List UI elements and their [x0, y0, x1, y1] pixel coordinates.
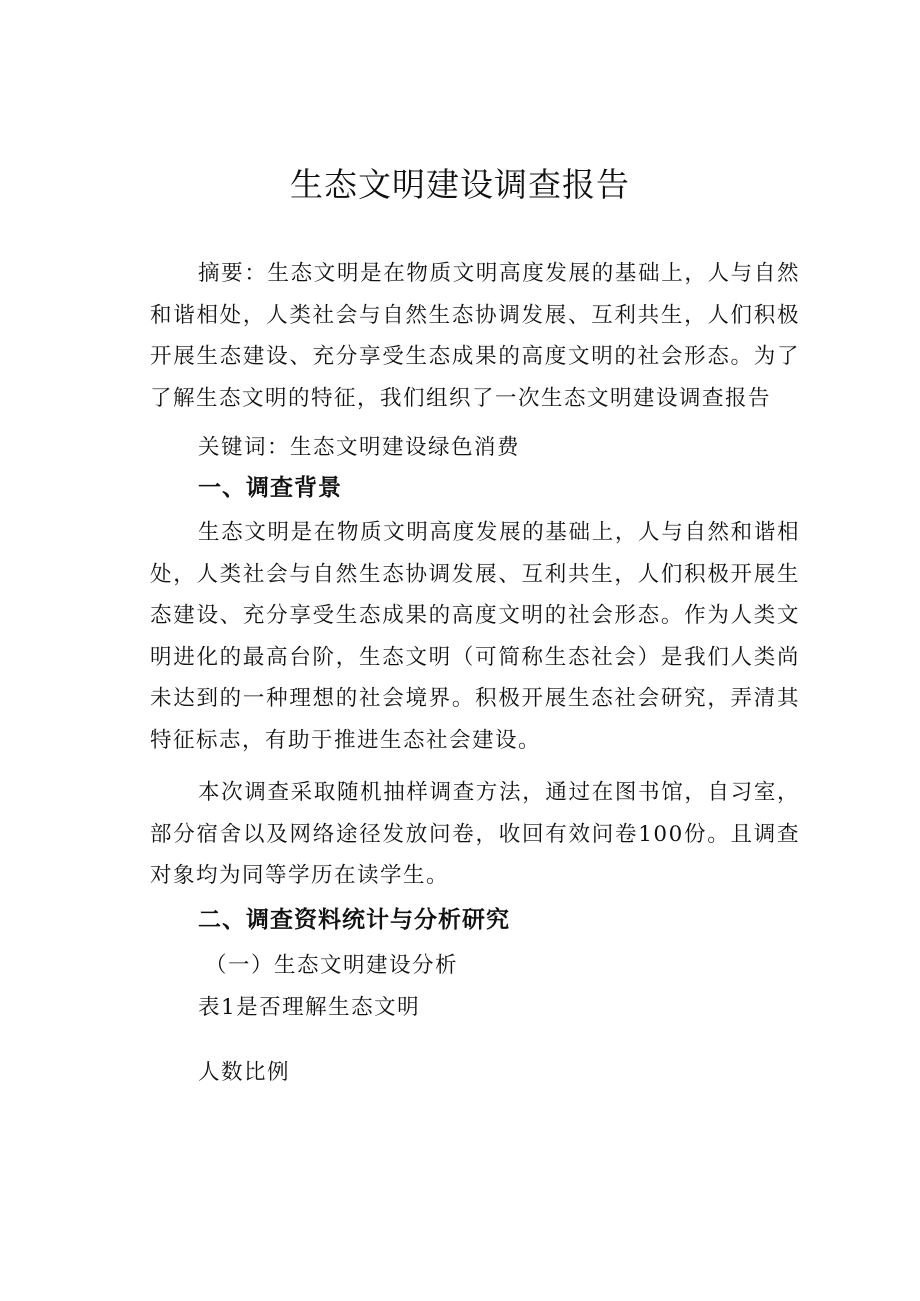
- subsection-heading: （一）生态文明建设分析: [205, 953, 459, 978]
- keywords-line: 关键词：生态文明建设绿色消费: [198, 435, 521, 460]
- document-title: 生态文明建设调查报告: [290, 165, 630, 204]
- section-heading-background: 一、调查背景: [198, 475, 342, 501]
- background-paragraph-1: 生态文明是在物质文明高度发展的基础上，人与自然和谐相处，人类社会与自然生态协调发展、互利共生，人们积极开展生态建设、充分享受生态成果的高度文明的社会形态。作为人类文明进化的最高台阶，生态文明（可简称生态社会）是我们人类尚未达到的一种理想的社会境界。积极开展生态社会研究，弄清其特征标志，有助于推进生态社会建设。: [150, 520, 800, 753]
- abstract-paragraph: 摘要：生态文明是在物质文明高度发展的基础上，人与自然和谐相处，人类社会与自然生态协调发展、互利共生，人们积极开展生态建设、充分享受生态成果的高度文明的社会形态。为了了解生态文明的特征，我们组织了一次生态文明建设调查报告: [150, 261, 800, 411]
- background-paragraph-2: 本次调查采取随机抽样调查方法，通过在图书馆，自习室，部分宿舍以及网络途径发放问卷，收回有效问卷100份。且调查对象均为同等学历在读学生。: [150, 780, 800, 888]
- section-heading-analysis: 二、调查资料统计与分析研究: [198, 907, 510, 933]
- table-column-header: 人数比例: [198, 1060, 291, 1085]
- table-caption: 表1是否理解生态文明: [198, 995, 421, 1020]
